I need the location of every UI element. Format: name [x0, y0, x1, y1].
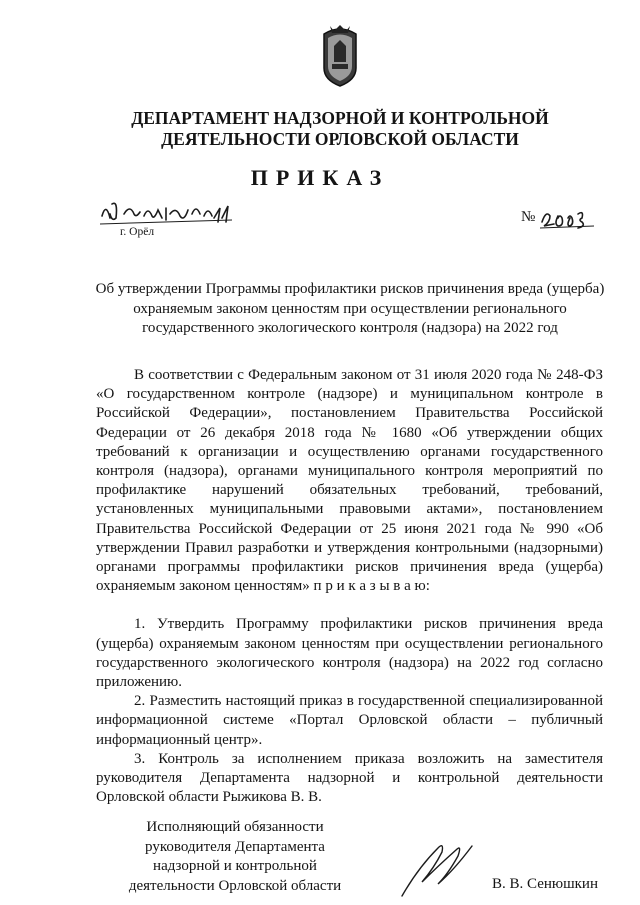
city-label: г. Орёл — [120, 226, 155, 238]
order-item-3: 3. Контроль за исполнением приказа возложить на заместителя руководителя Департамента надзорной и контрольной деятельности Орловской области Рыжикова В. В. — [96, 750, 603, 806]
number-label: № — [521, 209, 536, 225]
order-item-2: 2. Разместить настоящий приказ в государственной специализированной информационной системе «Портал Орловской области – публичный информационный центр». — [96, 693, 603, 748]
department-name: ДЕПАРТАМЕНТ НАДЗОРНОЙ И КОНТРОЛЬНОЙ ДЕЯТЕЛЬНОСТИ ОРЛОВСКОЙ ОБЛАСТИ — [131, 108, 549, 149]
preamble-paragraph — [96, 366, 603, 596]
handwritten-date — [100, 196, 235, 230]
signatory-position: Исполняющий обязанности руководителя Департамента надзорной и контрольной деятельности Орловской области — [128, 819, 342, 894]
order-subject: Об утверждении Программы профилактики рисков причинения вреда (ущерба) охраняемым законом ценностям при осуществлении регионального государственного экологического контроля (надзора) на 2022 год — [95, 281, 605, 336]
coat-of-arms-icon — [320, 22, 360, 88]
order-body — [96, 366, 603, 807]
handwritten-signature — [398, 838, 478, 900]
signatory-name: В. В. Сенюшкин — [492, 876, 598, 892]
preamble-text: В соответствии с Федеральным законом от 31 июля 2020 года № 248-ФЗ «О государственном контроле (надзоре) и муниципальном контроле в Российской Федерации», постановлением Правительства Российской Федерации от 26 декабря 2018 года № 1680 «Об утверждении общих требований к организации и осуществлению органами государственного контроля (надзора), органами муниципального контроля мероприятий по профилактике нарушений обязательных требований, требований, установленных муниципальными правовыми актами», постановлением Правительства Российской Федерации от 25 июня 2021 года № 990 «Об утверждении Правил разработки и утверждения контрольными (надзорными) органами программы профилактики рисков причинения вреда (ущерба) охраняемым законом ценностям» — [96, 367, 603, 595]
order-word: п р и к а з ы в а ю: — [313, 578, 430, 595]
handwritten-number — [540, 206, 595, 230]
order-item-1: 1. Утвердить Программу профилактики рисков причинения вреда (ущерба) охраняемым законом ценностям при осуществлении регионального государственного экологического контроля (надзора) на 2022 год согласно приложению. — [96, 616, 603, 691]
document-title: ПРИКАЗ — [250, 165, 390, 190]
